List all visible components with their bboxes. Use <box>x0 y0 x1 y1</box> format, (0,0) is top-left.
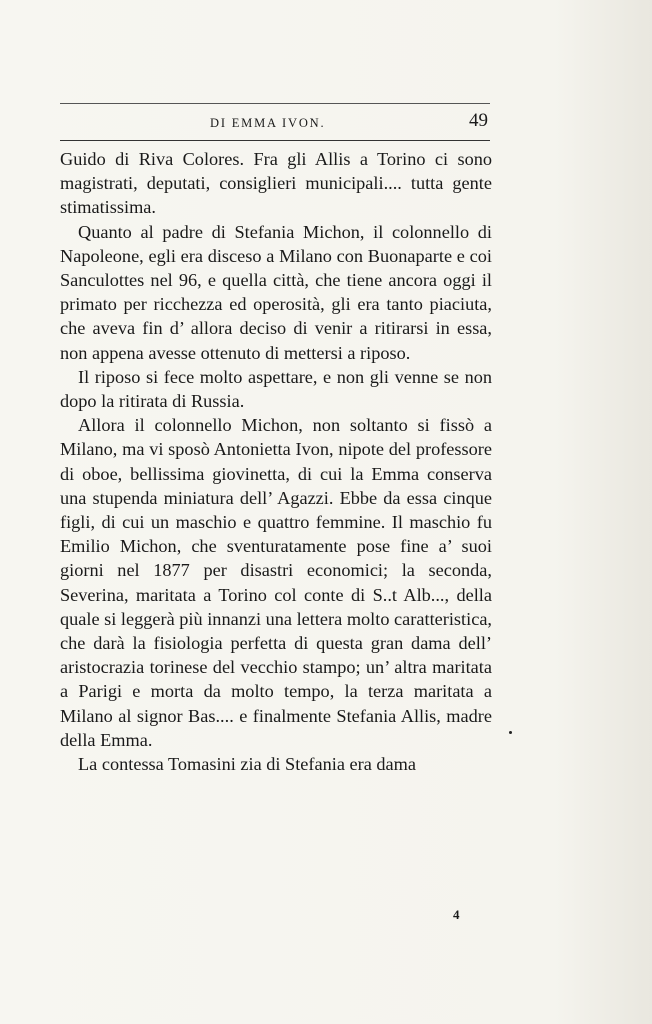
paragraph: Allora il colonnello Michon, non soltanto si fissò a Milano, ma vi sposò Antonietta Ivon, nipote del professore di oboe, bellissima giovinetta, di cui la Emma conserva una stupenda miniatura dell’ Agazzi. Ebbe da essa cinque figli, di cui un maschio e quattro femmine. Il maschio fu Emilio Michon, che sventuratamente pose fine a’ suoi giorni nel 1877 per disastri economici; la seconda, Severina, maritata a Torino col conte di S..t Alb..., della quale si leggerà più innanzi una lettera molto caratteristica, che darà la fisiologia perfetta di questa gran dama dell’ aristocrazia torinese del vecchio stampo; un’ altra maritata a Parigi e morta da molto tempo, la terza maritata a Milano al signor Bas.... e finalmente Stefania Allis, madre della Emma. <box>60 415 492 750</box>
header-rule-top <box>60 103 490 104</box>
paragraph: La contessa Tomasini zia di Stefania era dama <box>78 754 416 775</box>
paragraph: Quanto al padre di Stefania Michon, il colonnello di Napoleone, egli era disceso a Milano con Buonaparte e coi Sanculottes nel 96, e quella città, che tiene ancora oggi il primato per ricchezza ed operosità, gli era tanto piaciuta, che aveva fin d’ allora deciso di venir a ritirarsi in essa, non appena avesse ottenuto di mettersi a riposo. <box>60 221 492 363</box>
signature-mark: 4 <box>453 907 460 922</box>
margin-dot <box>509 731 512 734</box>
header-rule-bottom <box>60 140 490 141</box>
running-title: DI EMMA IVON. <box>210 116 326 130</box>
paragraph: Guido di Riva Colores. Fra gli Allis a Torino ci sono magistrati, deputati, consiglieri municipali.... tutta gente stimatissima. <box>60 149 492 218</box>
page-header <box>60 110 488 136</box>
page-number: 49 <box>469 110 488 131</box>
paragraph: Il riposo si fece molto aspettare, e non gli venne se non dopo la ritirata di Russia. <box>60 366 492 412</box>
body-text <box>60 147 492 776</box>
